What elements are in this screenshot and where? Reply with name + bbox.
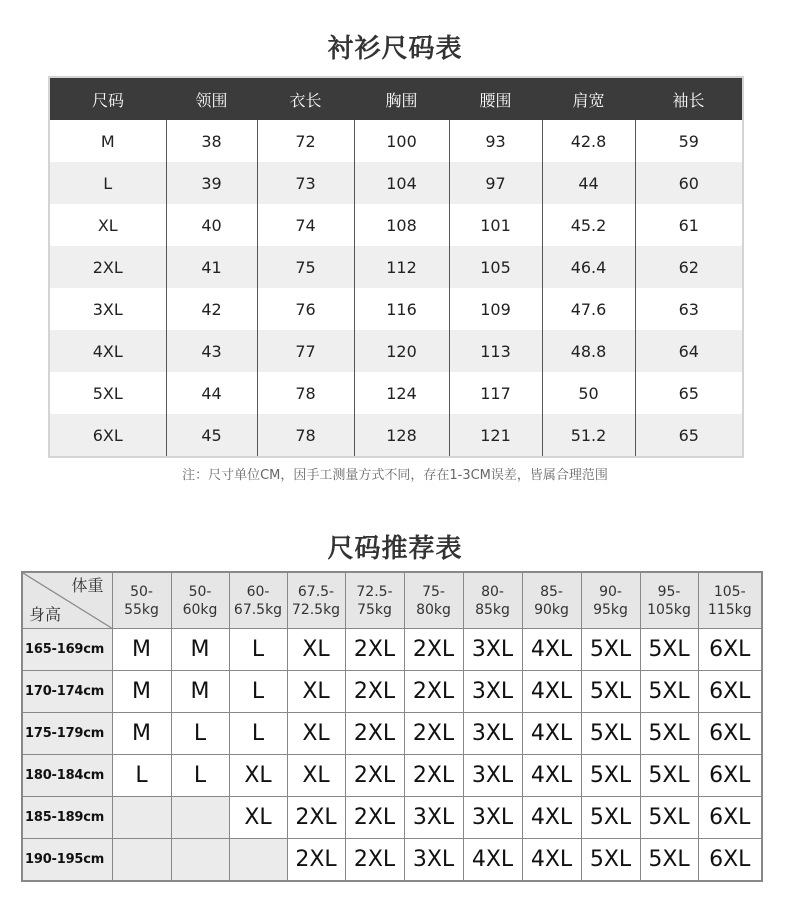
- corner-weight-label: 体重: [71, 576, 104, 595]
- recommended-size-cell: 5XL: [581, 671, 640, 713]
- recommended-size-cell: 6XL: [698, 839, 762, 882]
- size-cell: 78: [257, 414, 354, 457]
- recommended-size-cell: 5XL: [581, 839, 640, 882]
- size-cell: 65: [635, 372, 743, 414]
- recommended-size-cell: M: [171, 629, 229, 671]
- size-cell: 73: [257, 162, 354, 204]
- weight-range-start: 60-: [246, 583, 270, 600]
- weight-range-start: 90-: [599, 583, 622, 600]
- size-cell: 124: [354, 372, 449, 414]
- recommended-size-cell: 2XL: [287, 797, 345, 839]
- size-cell: 44: [166, 372, 257, 414]
- size-cell: 44: [542, 162, 635, 204]
- recommended-size-cell: 5XL: [640, 629, 698, 671]
- size-cell: 104: [354, 162, 449, 204]
- weight-range-end: 60kg: [182, 601, 218, 618]
- recommended-size-cell: 3XL: [463, 629, 522, 671]
- size-cell: 116: [354, 288, 449, 330]
- weight-header-cell: [171, 572, 229, 629]
- recommended-size-cell: 2XL: [345, 755, 404, 797]
- recommended-size-cell: 5XL: [581, 797, 640, 839]
- recommend-row: [22, 671, 762, 713]
- recommended-size-cell: XL: [287, 629, 345, 671]
- size-row: [49, 162, 743, 204]
- size-row: [49, 120, 743, 162]
- recommend-table: [21, 571, 763, 882]
- size-cell: 42.8: [542, 120, 635, 162]
- weight-range-start: 50-: [130, 583, 153, 600]
- recommended-size-cell: 3XL: [463, 713, 522, 755]
- recommended-size-cell: M: [112, 629, 171, 671]
- weight-header-cell: [463, 572, 522, 629]
- size-cell: 105: [449, 246, 542, 288]
- recommended-size-cell: 2XL: [404, 755, 463, 797]
- weight-range-end: 75kg: [357, 601, 392, 618]
- size-cell: 6XL: [49, 414, 166, 457]
- size-cell: 60: [635, 162, 743, 204]
- recommended-size-cell: XL: [229, 755, 287, 797]
- weight-header-cell: [581, 572, 640, 629]
- size-cell: 64: [635, 330, 743, 372]
- recommended-size-cell: 4XL: [522, 797, 581, 839]
- recommended-size-cell: L: [112, 755, 171, 797]
- weight-range-start: 95-: [657, 583, 681, 600]
- size-row: [49, 288, 743, 330]
- recommended-size-cell: 5XL: [581, 629, 640, 671]
- size-cell: 46.4: [542, 246, 635, 288]
- size-cell: 113: [449, 330, 542, 372]
- recommended-size-cell: 6XL: [698, 671, 762, 713]
- recommend-table-header: [22, 572, 762, 629]
- size-cell: 2XL: [49, 246, 166, 288]
- size-cell: 128: [354, 414, 449, 457]
- recommended-size-cell: 2XL: [404, 629, 463, 671]
- height-range-cell: 185-189cm: [22, 797, 112, 839]
- size-cell: 59: [635, 120, 743, 162]
- weight-header-cell: [404, 572, 463, 629]
- weight-header-cell: [698, 572, 762, 629]
- size-cell: 108: [354, 204, 449, 246]
- recommend-chart-title: 尺码推荐表: [327, 534, 463, 564]
- recommended-size-cell: XL: [287, 755, 345, 797]
- recommended-size-cell: L: [171, 755, 229, 797]
- weight-range-start: 75-: [422, 583, 445, 600]
- size-cell: L: [49, 162, 166, 204]
- recommended-size-cell: 3XL: [463, 671, 522, 713]
- size-cell: 42: [166, 288, 257, 330]
- weight-range-start: 50-: [188, 583, 212, 600]
- empty-size-cell: [171, 797, 229, 839]
- recommended-size-cell: 4XL: [522, 755, 581, 797]
- weight-range-end: 80kg: [416, 601, 451, 618]
- size-cell: 117: [449, 372, 542, 414]
- recommended-size-cell: XL: [229, 797, 287, 839]
- corner-cell: [22, 572, 112, 629]
- size-header-cell: 尺码: [49, 77, 166, 120]
- size-cell: 62: [635, 246, 743, 288]
- size-cell: 97: [449, 162, 542, 204]
- recommended-size-cell: 2XL: [345, 671, 404, 713]
- recommended-size-cell: 5XL: [640, 755, 698, 797]
- recommended-size-cell: 5XL: [581, 755, 640, 797]
- size-cell: 43: [166, 330, 257, 372]
- size-cell: 5XL: [92, 383, 123, 403]
- weight-range-end: 72.5kg: [291, 601, 341, 618]
- weight-range-start: 72.5-: [356, 583, 393, 600]
- size-cell: 109: [449, 288, 542, 330]
- recommended-size-cell: 2XL: [287, 839, 345, 882]
- size-cell: 38: [166, 120, 257, 162]
- recommended-size-cell: 3XL: [404, 797, 463, 839]
- recommended-size-cell: XL: [287, 713, 345, 755]
- height-range-cell: 165-169cm: [22, 629, 112, 671]
- recommended-size-cell: 2XL: [345, 629, 404, 671]
- size-cell: 76: [257, 288, 354, 330]
- size-cell: 72: [257, 120, 354, 162]
- size-cell: 101: [449, 204, 542, 246]
- recommended-size-cell: 2XL: [345, 713, 404, 755]
- size-table: [48, 76, 744, 458]
- size-cell: 120: [354, 330, 449, 372]
- size-cell: 61: [635, 204, 743, 246]
- size-cell: 4XL: [49, 330, 166, 372]
- recommended-size-cell: 5XL: [640, 671, 698, 713]
- recommend-row: [22, 629, 762, 671]
- empty-size-cell: [229, 839, 287, 882]
- recommended-size-cell: 3XL: [463, 755, 522, 797]
- recommended-size-cell: 3XL: [463, 797, 522, 839]
- recommended-size-cell: 6XL: [698, 713, 762, 755]
- height-range-cell: 175-179cm: [22, 713, 112, 755]
- size-cell: 78: [257, 372, 354, 414]
- recommended-size-cell: L: [229, 713, 287, 755]
- size-header-cell: 腰围: [449, 77, 542, 120]
- size-cell: 77: [257, 330, 354, 372]
- size-row: [49, 372, 743, 414]
- recommended-size-cell: L: [229, 629, 287, 671]
- measurement-note: 注：尺寸单位CM，因手工测量方式不同，存在1-3CM误差，皆属合理范围: [182, 468, 608, 483]
- empty-size-cell: [171, 839, 229, 882]
- recommend-row: [22, 797, 762, 839]
- size-cell: 112: [354, 246, 449, 288]
- size-cell: 100: [354, 120, 449, 162]
- weight-header-cell: [112, 572, 171, 629]
- weight-header-cell: [640, 572, 698, 629]
- size-row: [49, 330, 743, 372]
- size-row: [49, 246, 743, 288]
- recommended-size-cell: 2XL: [345, 797, 404, 839]
- size-cell: 93: [449, 120, 542, 162]
- recommended-size-cell: L: [229, 671, 287, 713]
- size-header-cell: 肩宽: [542, 77, 635, 120]
- size-header-cell: 衣长: [257, 77, 354, 120]
- recommended-size-cell: 4XL: [522, 839, 581, 882]
- size-table-header: [49, 77, 743, 120]
- recommend-row: [22, 713, 762, 755]
- size-cell: 63: [635, 288, 743, 330]
- size-cell: XL: [97, 215, 118, 235]
- size-cell: 39: [166, 162, 257, 204]
- recommended-size-cell: 5XL: [640, 713, 698, 755]
- size-cell: 51.2: [542, 414, 635, 457]
- recommended-size-cell: M: [112, 713, 171, 755]
- recommended-size-cell: 5XL: [581, 713, 640, 755]
- weight-header-cell: [287, 572, 345, 629]
- size-row: [49, 414, 743, 457]
- recommended-size-cell: XL: [287, 671, 345, 713]
- weight-range-start: 105-: [713, 583, 746, 600]
- recommended-size-cell: 5XL: [640, 839, 698, 882]
- corner-height-label: 身高: [29, 605, 62, 624]
- size-cell: M: [100, 131, 115, 151]
- weight-range-start: 85-: [540, 583, 563, 600]
- height-range-cell: 190-195cm: [22, 839, 112, 882]
- size-cell: 74: [257, 204, 354, 246]
- size-chart-title: 衬衫尺码表: [327, 34, 463, 64]
- weight-range-end: 90kg: [534, 601, 569, 618]
- weight-header-cell: [522, 572, 581, 629]
- recommended-size-cell: 6XL: [698, 797, 762, 839]
- recommend-row: [22, 755, 762, 797]
- recommended-size-cell: 6XL: [698, 629, 762, 671]
- empty-size-cell: [112, 839, 171, 882]
- size-cell: 3XL: [92, 299, 123, 319]
- recommended-size-cell: 2XL: [404, 713, 463, 755]
- size-cell: 75: [257, 246, 354, 288]
- recommended-size-cell: 4XL: [463, 839, 522, 882]
- recommended-size-cell: 4XL: [522, 629, 581, 671]
- size-header-cell: 胸围: [354, 77, 449, 120]
- recommended-size-cell: 5XL: [640, 797, 698, 839]
- empty-size-cell: [112, 797, 171, 839]
- recommended-size-cell: M: [112, 671, 171, 713]
- size-cell: 65: [635, 414, 743, 457]
- recommend-row: [22, 839, 762, 882]
- size-header-cell: 袖长: [635, 77, 743, 120]
- recommended-size-cell: 3XL: [404, 839, 463, 882]
- recommended-size-cell: 2XL: [404, 671, 463, 713]
- recommended-size-cell: L: [171, 713, 229, 755]
- recommended-size-cell: 6XL: [698, 755, 762, 797]
- size-cell: 45.2: [542, 204, 635, 246]
- size-cell: 48.8: [542, 330, 635, 372]
- weight-header-cell: [345, 572, 404, 629]
- recommended-size-cell: 4XL: [522, 671, 581, 713]
- weight-range-end: 115kg: [707, 601, 752, 618]
- weight-range-start: 67.5-: [297, 583, 335, 600]
- recommended-size-cell: M: [171, 671, 229, 713]
- height-range-cell: 180-184cm: [22, 755, 112, 797]
- weight-range-end: 67.5kg: [233, 601, 283, 618]
- weight-range-start: 80-: [481, 583, 504, 600]
- height-range-cell: 170-174cm: [22, 671, 112, 713]
- weight-header-cell: [229, 572, 287, 629]
- size-header-cell: 领围: [166, 77, 257, 120]
- size-cell: 47.6: [542, 288, 635, 330]
- size-cell: 45: [166, 414, 257, 457]
- size-cell: 121: [449, 414, 542, 457]
- size-cell: 50: [542, 372, 635, 414]
- weight-range-end: 85kg: [475, 601, 510, 618]
- recommended-size-cell: 4XL: [522, 713, 581, 755]
- recommended-size-cell: 2XL: [345, 839, 404, 882]
- weight-range-end: 55kg: [124, 601, 159, 618]
- weight-range-end: 95kg: [593, 601, 628, 618]
- size-cell: 40: [166, 204, 257, 246]
- weight-range-end: 105kg: [647, 601, 691, 618]
- size-cell: 41: [166, 246, 257, 288]
- size-row: [49, 204, 743, 246]
